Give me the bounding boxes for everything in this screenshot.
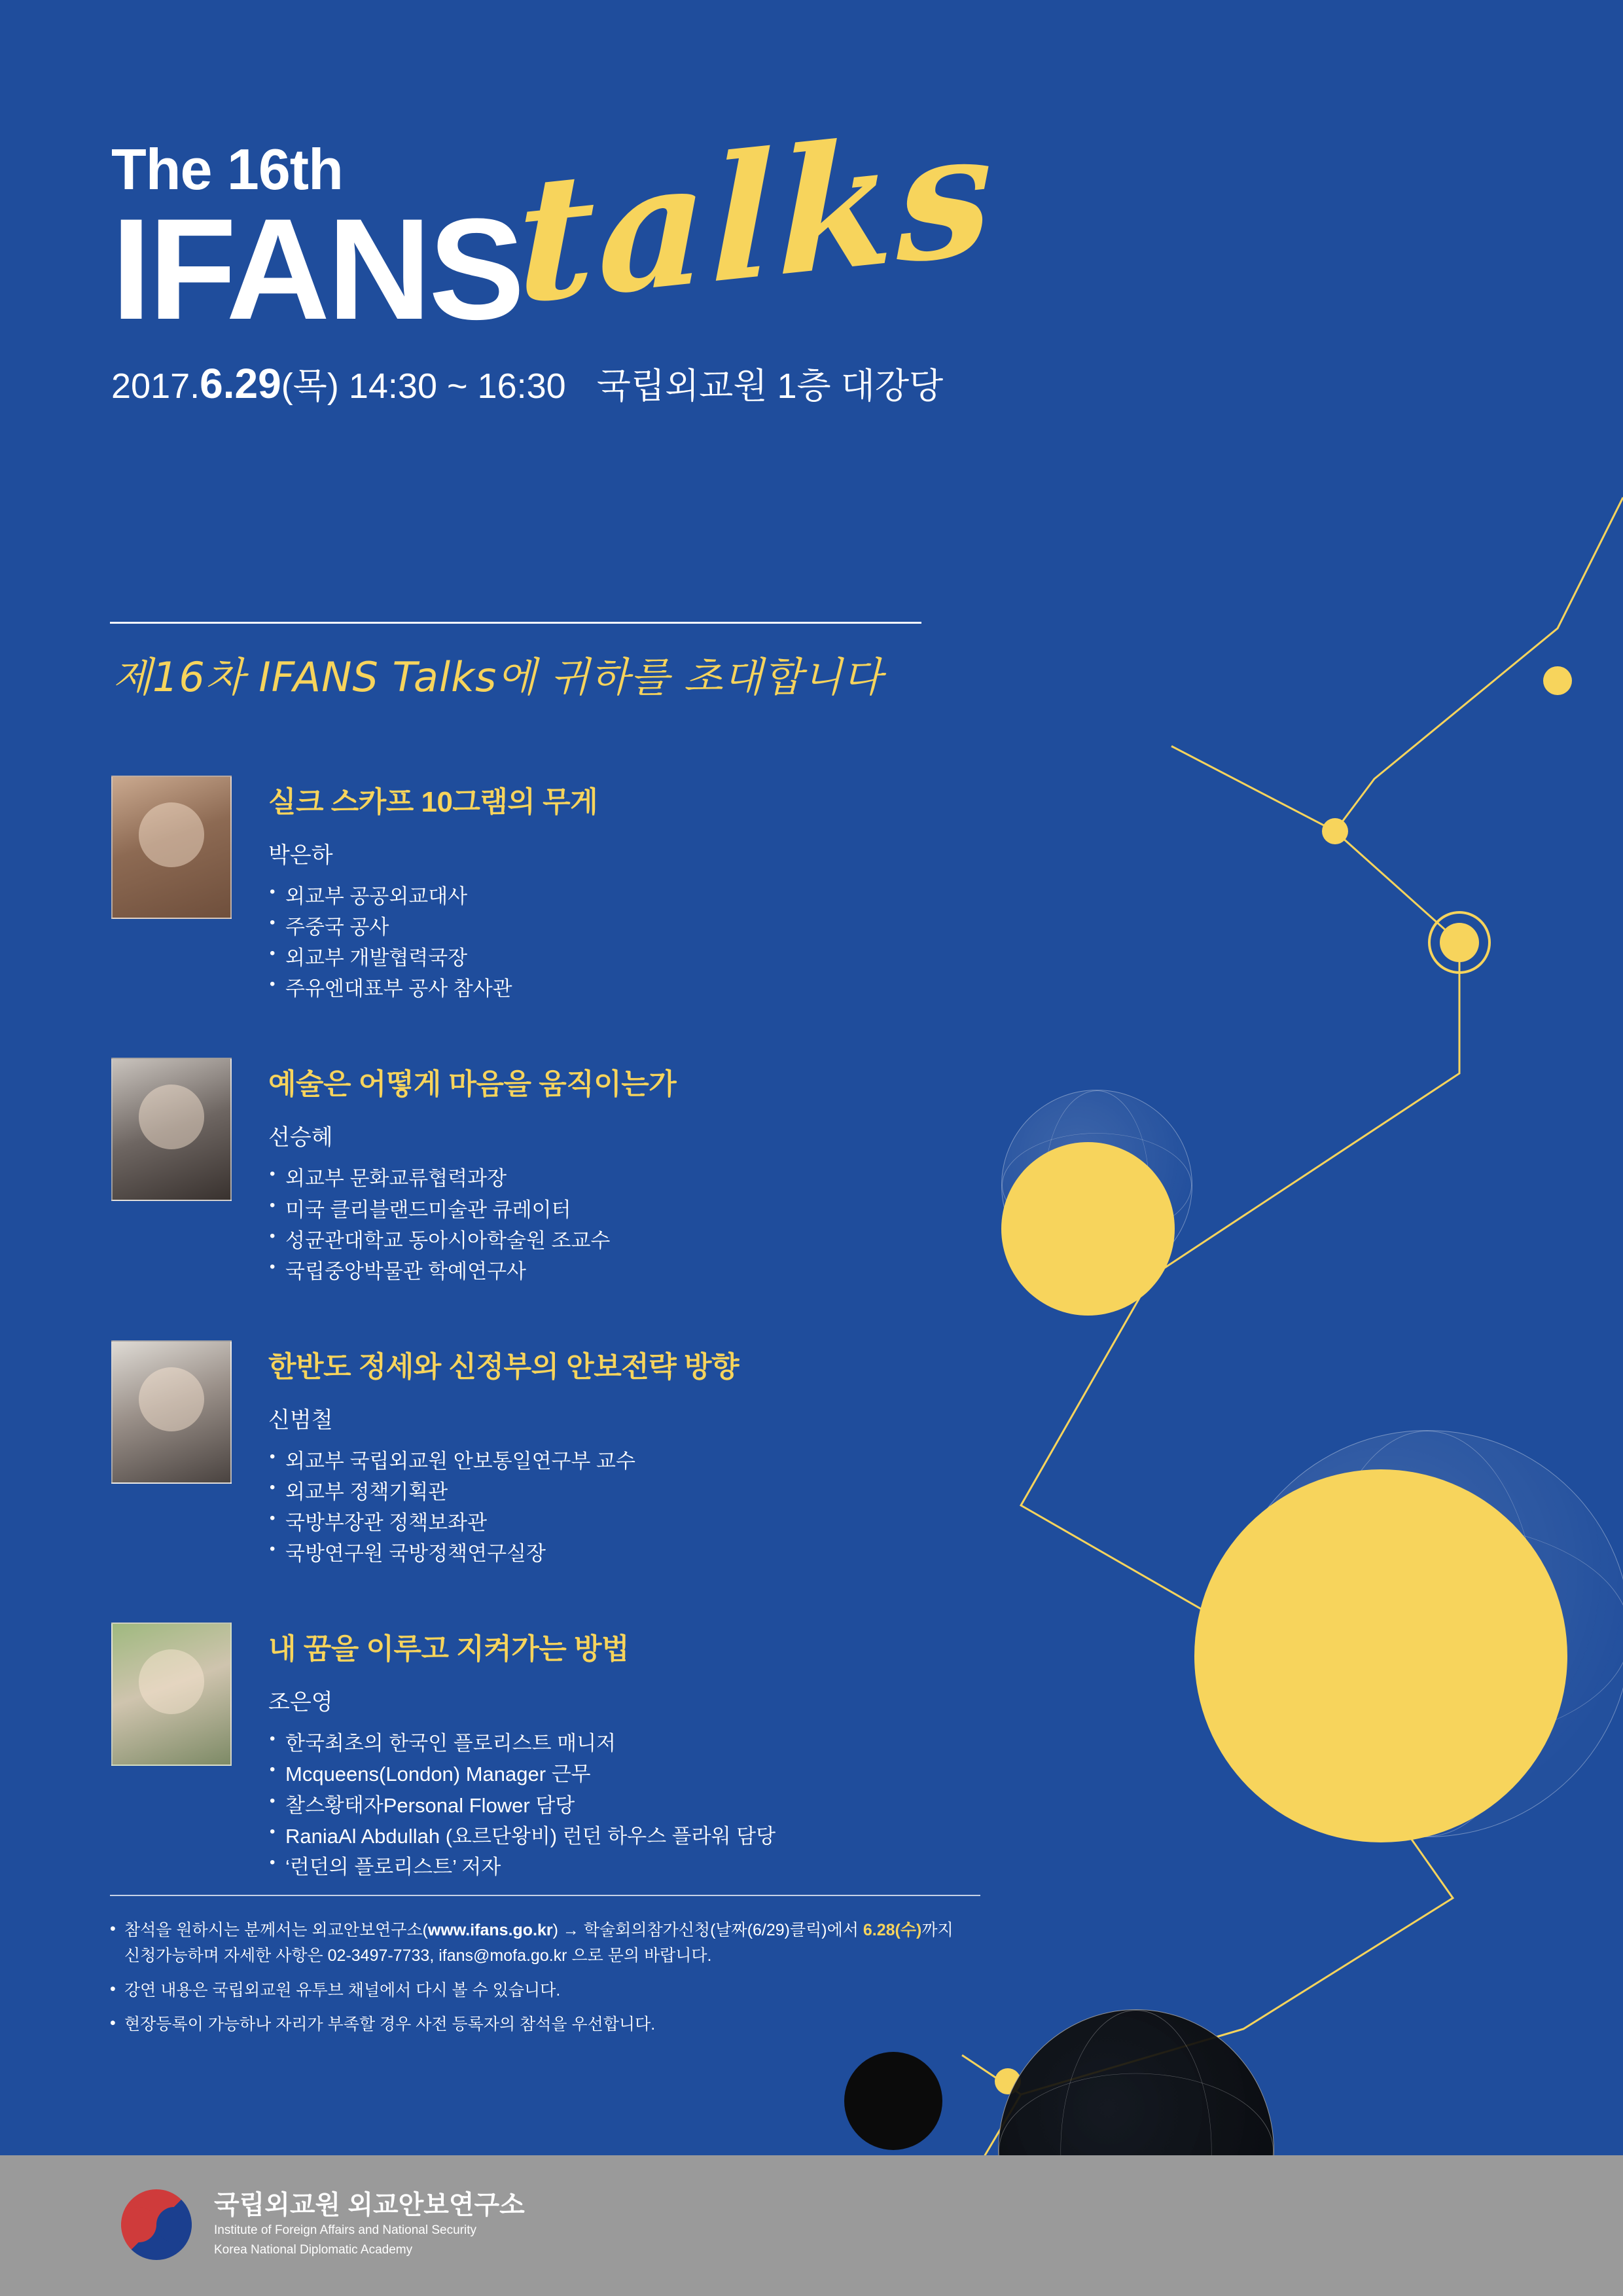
bio-item: • 미국 클리블랜드미술관 큐레이터 [268,1194,676,1225]
note-text: 참석을 원하시는 분께서는 외교안보연구소( [124,1921,428,1939]
org-name-en-2: Korea National Diplomatic Academy [214,2243,413,2257]
edition-label: The 16th [111,137,343,202]
title-talks: talks [516,91,995,343]
speaker-item [111,1623,1014,1882]
note-link[interactable]: www.ifans.go.kr [427,1921,553,1939]
speaker-bio-list [268,881,597,1004]
speaker-item [111,776,1014,1004]
event-time: 14:30 ~ 16:30 [348,367,566,406]
note-text: 까지 [921,1921,954,1939]
event-datetime [111,359,1486,409]
org-name-en-1: Institute of Foreign Affairs and National Security [214,2223,476,2238]
yellow-ball-large [1194,1469,1567,1842]
bio-item: • 국방부장관 정책보좌관 [268,1507,739,1538]
footer-brand [121,2189,525,2260]
bio-item: • 한국최초의 한국인 플로리스트 매니저 [268,1728,776,1759]
bio-item: • 주유엔대표부 공사 참사관 [268,973,597,1004]
date-day: (목) [281,367,339,406]
speaker-item [111,1058,1014,1286]
divider-top [110,622,921,624]
bio-item: • 국방연구원 국방정책연구실장 [268,1538,739,1569]
poster-header [111,91,1486,409]
poster-footer [0,2155,1623,2296]
speaker-body [268,1340,739,1569]
note-item: • 현장등록이 가능하나 자리가 부족할 경우 사전 등록자의 참석을 우선합니다. [110,2012,1000,2037]
bio-item: • RaniaAl Abdullah (요르단왕비) 런던 하우스 플라워 담당 [268,1821,776,1852]
footer-text [214,2191,525,2258]
speaker-talk-title: 실크 스카프 10그램의 무게 [268,786,598,818]
bio-item: • 외교부 문화교류협력과장 [268,1163,676,1194]
bio-item: • 외교부 국립외교원 안보통일연구부 교수 [268,1446,739,1477]
title-ifans: IFANS [111,188,522,350]
speaker-name: 신범철 [268,1407,333,1433]
speaker-talk-title: 내 꿈을 이루고 지켜가는 방법 [268,1633,629,1666]
event-place: 국립외교원 1층 대강당 [596,367,944,406]
notes-section [110,1918,1000,2047]
speaker-talk-title: 예술은 어떻게 마음을 움직이는가 [268,1068,677,1101]
invite-message: 제16차 IFANS Talks에 귀하를 초대합니다 [113,653,883,701]
wire-sphere-small [1001,1090,1192,1281]
bio-item: • 외교부 정책기획관 [268,1477,739,1507]
note-deadline: 6.28(수) [863,1921,922,1939]
speaker-photo [111,1058,232,1201]
bio-item: • 국립중앙박물관 학예연구사 [268,1256,676,1287]
bio-item: • ‘런던의 플로리스트’ 저자 [268,1852,776,1882]
speaker-item [111,1340,1014,1569]
speaker-name: 박은하 [268,843,333,868]
speaker-body [268,1058,676,1286]
taegeuk-logo-icon [121,2189,192,2260]
speaker-bio-list [268,1163,676,1286]
speaker-list [111,776,1014,1936]
speaker-bio-list [268,1728,776,1882]
speaker-photo [111,1340,232,1484]
date-prefix: 2017. [111,367,200,406]
divider-notes [110,1895,980,1896]
speaker-body [268,1623,776,1882]
speaker-photo [111,776,232,919]
wire-sphere-large [1224,1430,1623,1837]
black-dot [844,2052,942,2150]
bio-item: • 성균관대학교 동아시아학술원 조교수 [268,1225,676,1256]
speaker-photo [111,1623,232,1766]
speaker-talk-title: 한반도 정세와 신정부의 안보전략 방향 [268,1350,739,1383]
org-name-ko: 국립외교원 외교안보연구소 [214,2191,525,2220]
bio-item: • 외교부 공공외교대사 [268,881,597,912]
speaker-name: 조은영 [268,1690,333,1715]
bio-item: • 찰스황태자Personal Flower 담당 [268,1790,776,1821]
bio-item: • 주중국 공사 [268,912,597,942]
date-main: 6.29 [200,360,281,407]
note-item: • 강연 내용은 국립외교원 유투브 채널에서 다시 볼 수 있습니다. [110,1978,1000,2003]
bio-item: • Mcqueens(London) Manager 근무 [268,1759,776,1789]
speaker-name: 선승혜 [268,1125,333,1151]
note-text: ) → 학술회의참가신청(날짜(6/29)클릭)에서 [552,1921,863,1939]
bio-item: • 외교부 개발협력국장 [268,942,597,973]
speaker-body [268,776,597,1004]
speaker-bio-list [268,1446,739,1569]
note-subtext: 신청가능하며 자세한 사항은 02-3497-7733, ifans@mofa.go.kr 으로 문의 바랍니다. [124,1946,712,1965]
yellow-ball-small [1001,1142,1175,1316]
note-item [110,1918,1000,1969]
